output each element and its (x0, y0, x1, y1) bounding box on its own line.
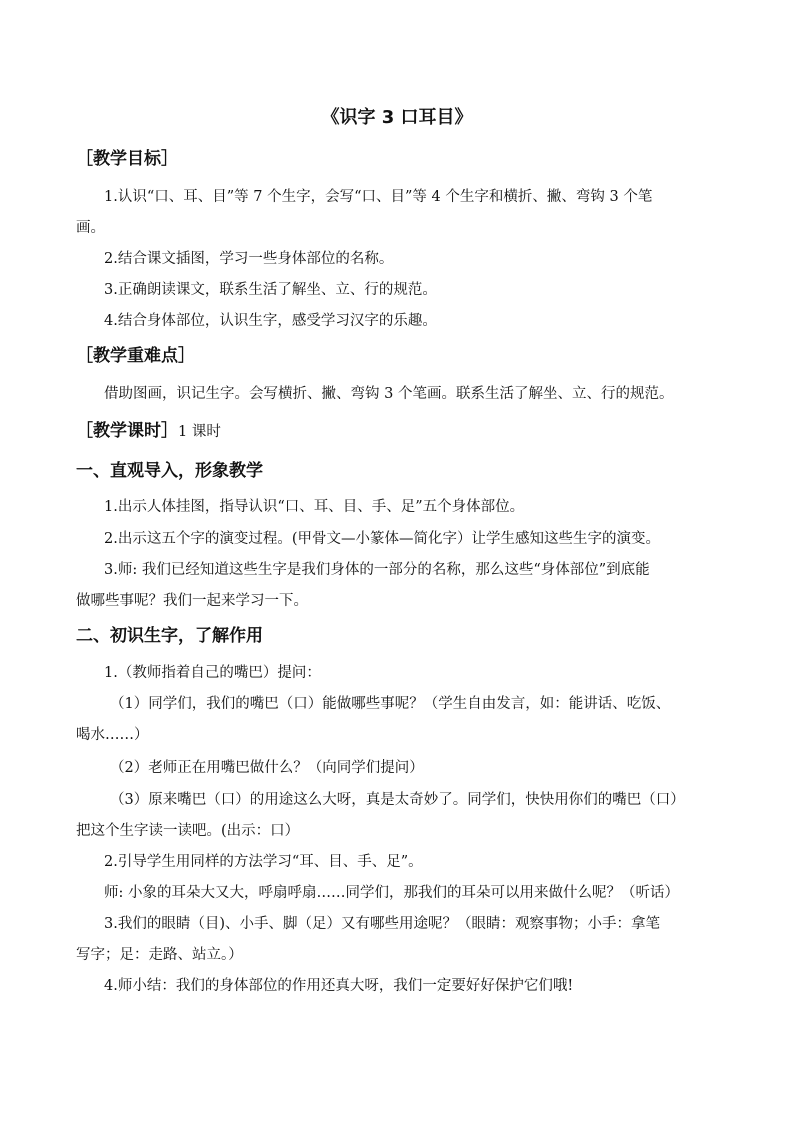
section2-heading: 二、初识生字，了解作用 (76, 626, 263, 646)
section2-line: 4.师小结：我们的身体部位的作用还真大呀，我们一定要好好保护它们哦! (104, 978, 574, 994)
objective-line: 4.结合身体部位，认识生字，感受学习汉字的乐趣。 (104, 313, 437, 329)
section2-line: （2）老师正在用嘴巴做什么？（向同学们提问） (110, 760, 424, 776)
section2-line: 3.我们的眼睛（目)、小手、脚（足）又有哪些用途呢？（眼睛：观察事物；小手：拿笔 (104, 916, 660, 932)
period-heading: ［教学课时］ (76, 421, 178, 441)
objective-line: 画。 (76, 220, 105, 236)
period-value: 1 课时 (178, 424, 221, 440)
objective-line: 1.认识“口、耳、目”等 7 个生字，会写“口、目”等 4 个生字和横折、撇、弯钩 3 个笔 (104, 189, 653, 205)
keypoints-heading: ［教学重难点］ (76, 346, 195, 366)
section1-line: 1.出示人体挂图，指导认识“口、耳、目、手、足”五个身体部位。 (104, 499, 525, 515)
section1-line: 做哪些事呢？我们一起来学习一下。 (76, 593, 308, 609)
section1-heading: 一、直观导入，形象教学 (76, 461, 263, 481)
section2-line: 师: 小象的耳朵大又大，呼扇呼扇……同学们，那我们的耳朵可以用来做什么呢？（听话） (104, 885, 679, 901)
objective-line: 3.正确朗读课文，联系生活了解坐、立、行的规范。 (104, 282, 437, 298)
section1-line: 3.师: 我们已经知道这些生字是我们身体的一部分的名称，那么这些“身体部位”到底能 (104, 562, 650, 578)
section2-line: （1）同学们，我们的嘴巴（口）能做哪些事呢？（学生自由发言，如：能讲话、吃饭、 (110, 696, 671, 712)
keypoints-text: 借助图画，识记生字。会写横折、撇、弯钩 3 个笔画。联系生活了解坐、立、行的规范。 (104, 386, 674, 402)
section2-line: 写字；足：走路、站立。） (76, 947, 243, 963)
objective-line: 2.结合课文插图，学习一些身体部位的名称。 (104, 251, 394, 267)
section2-line: 1.（教师指着自己的嘴巴）提问： (104, 665, 321, 681)
section2-line: 喝水……） (76, 727, 149, 743)
section2-line: （3）原来嘴巴（口）的用途这么大呀，真是太奇妙了。同学们，快快用你们的嘴巴（口） (110, 792, 685, 808)
section2-line: 把这个生字读一读吧。(出示：口） (76, 823, 300, 839)
objectives-heading: ［教学目标］ (76, 149, 178, 169)
document-title: 《识字 3 口耳目》 (321, 107, 473, 128)
period-row (76, 420, 221, 443)
section1-line: 2.出示这五个字的演变过程。(甲骨文—小篆体—简化字）让学生感知这些生字的演变。 (104, 531, 660, 547)
section2-line: 2.引导学生用同样的方法学习“耳、目、手、足”。 (104, 854, 423, 870)
